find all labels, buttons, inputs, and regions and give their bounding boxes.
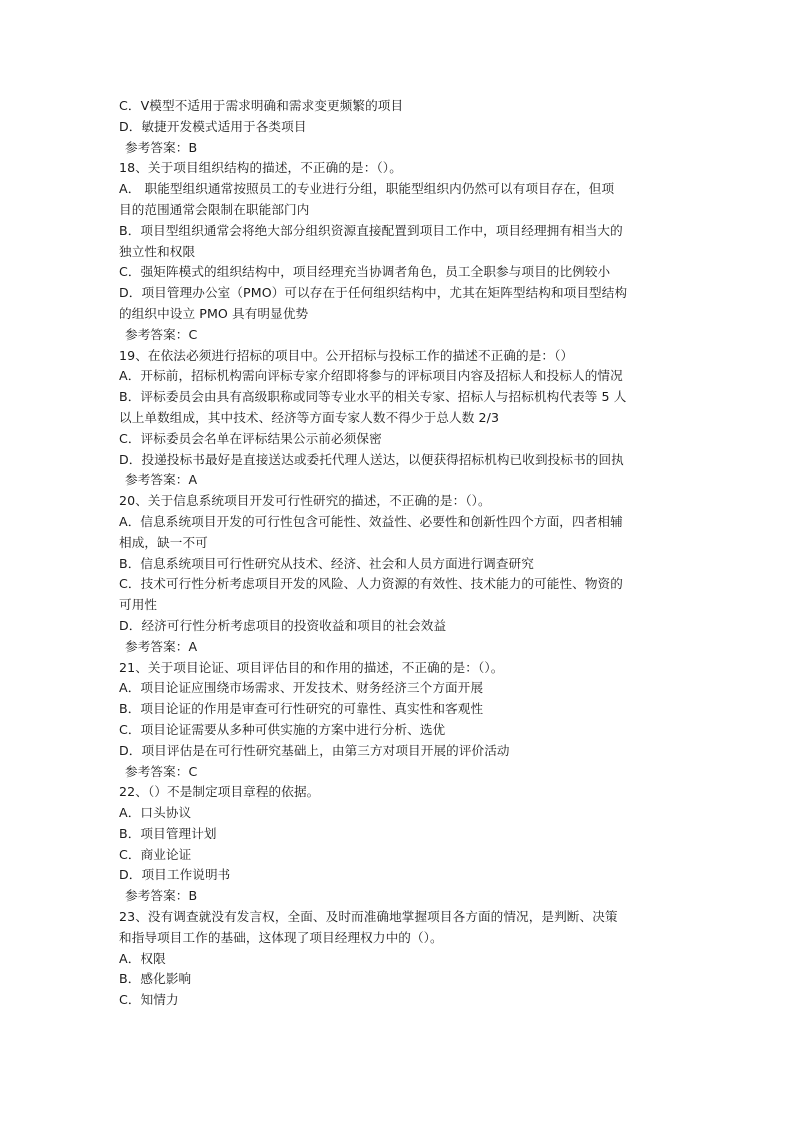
question-stem-line: 22、（）不是制定项目章程的依据。 — [119, 784, 320, 800]
option-line: 的组织中设立 PMO 具有明显优势 — [119, 305, 309, 321]
option-line: 独立性和权限 — [119, 243, 196, 259]
option-line: B．评标委员会由具有高级职称或同等专业水平的相关专家、招标人与招标机构代表等 5 人 — [119, 389, 627, 405]
option-line: B．项目论证的作用是审查可行性研究的可靠性、真实性和客观性 — [119, 701, 484, 717]
option-line: A．项目论证应围绕市场需求、开发技术、财务经济三个方面开展 — [119, 680, 484, 696]
option-line: D．经济可行性分析考虑项目的投资收益和项目的社会效益 — [119, 617, 447, 633]
option-line: 以上单数组成，其中技术、经济等方面专家人数不得少于总人数 2/3 — [119, 409, 500, 425]
option-line: C．技术可行性分析考虑项目开发的风险、人力资源的有效性、技术能力的可能性、物资的 — [119, 576, 623, 592]
option-line: A． 职能型组织通常按照员工的专业进行分组，职能型组织内仍然可以有项目存在，但项 — [119, 181, 615, 197]
option-line: A．信息系统项目开发的可行性包含可能性、效益性、必要性和创新性四个方面，四者相辅 — [119, 513, 623, 529]
option-line: 相成，缺一不可 — [119, 534, 208, 550]
answer-line: 参考答案：A — [125, 472, 198, 488]
question-stem-line: 19、在依法必须进行招标的项目中。公开招标与投标工作的描述不正确的是：（） — [119, 347, 574, 363]
question-stem-line: 20、关于信息系统项目开发可行性研究的描述，不正确的是：（）。 — [119, 493, 491, 509]
option-line: C．知情力 — [119, 992, 179, 1008]
answer-line: 参考答案：B — [125, 139, 198, 155]
option-line: B．感化影响 — [119, 971, 192, 987]
option-line: 可用性 — [119, 597, 158, 613]
option-line: B．信息系统项目可行性研究从技术、经济、社会和人员方面进行调查研究 — [119, 555, 534, 571]
answer-line: 参考答案：B — [125, 888, 198, 904]
answer-line: 参考答案：A — [125, 638, 198, 654]
option-line: C．强矩阵模式的组织结构中，项目经理充当协调者角色，员工全职参与项目的比例较小 — [119, 264, 611, 280]
option-line: A．口头协议 — [119, 805, 192, 821]
option-line: C．评标委员会名单在评标结果公示前必须保密 — [119, 430, 382, 446]
answer-line: 参考答案：C — [125, 326, 198, 342]
option-line: 目的范围通常会限制在职能部门内 — [119, 201, 310, 217]
option-line: D．投递投标书最好是直接送达或委托代理人送达，以便获得招标机构已收到投标书的回执 — [119, 451, 624, 467]
question-text-body — [119, 96, 677, 1011]
option-line: C．项目论证需要从多种可供实施的方案中进行分析、选优 — [119, 721, 446, 737]
option-line: C．商业论证 — [119, 846, 192, 862]
option-line: B．项目型组织通常会将绝大部分组织资源直接配置到项目工作中，项目经理拥有相当大的 — [119, 222, 623, 238]
question-stem-line: 23、没有调查就没有发言权，全面、及时而准确地掌握项目各方面的情况，是判断、决策 — [119, 909, 618, 925]
option-line: C．V模型不适用于需求明确和需求变更频繁的项目 — [119, 98, 404, 113]
option-line: B．项目管理计划 — [119, 825, 217, 841]
option-line: A．权限 — [119, 950, 166, 966]
question-stem-line: 和指导项目工作的基础，这体现了项目经理权力中的（）。 — [119, 929, 443, 945]
option-line: D．项目管理办公室（PMO）可以存在于任何组织结构中，尤其在矩阵型结构和项目型结构 — [119, 285, 628, 301]
answer-line: 参考答案：C — [125, 763, 198, 779]
option-line: A．开标前，招标机构需向评标专家介绍即将参与的评标项目内容及招标人和投标人的情况 — [119, 368, 623, 384]
option-line: D．敏捷开发模式适用于各类项目 — [119, 118, 307, 134]
option-line: D．项目评估是在可行性研究基础上，由第三方对项目开展的评价活动 — [119, 742, 510, 758]
option-line: D．项目工作说明书 — [119, 867, 231, 883]
question-stem-line: 18、关于项目组织结构的描述，不正确的是：（）。 — [119, 160, 402, 176]
question-stem-line: 21、关于项目论证、项目评估目的和作用的描述，不正确的是：（）。 — [119, 659, 504, 675]
